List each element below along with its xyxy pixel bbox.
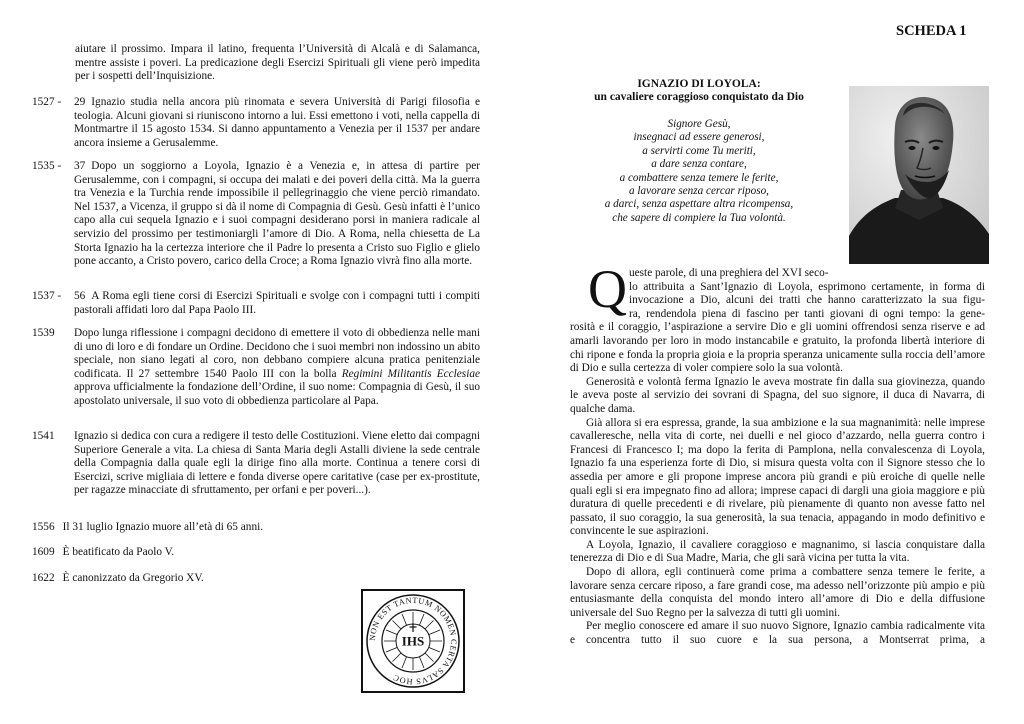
entry-year: 1527 -: [32, 96, 62, 108]
prayer-line: Signore Gesù,: [667, 118, 731, 130]
entry-age: 56: [74, 290, 86, 302]
entry-text: Ignazio studia nella ancora più rinomata e severa Università di Parigi filosofia e teologia. Alcuni giovani si riuniscono intorno a lui. Essi emettono i voti, nella cappella di Montmartre il 15 agosto 1534. Si danno appuntamento a Venezia per il 1537 per andare ancora insieme a Gerusalemme.: [74, 96, 480, 149]
prayer-line: a dare senza contare,: [651, 158, 747, 171]
chrono-entry-1556: [32, 521, 263, 535]
entry-age: 37: [74, 160, 86, 172]
entry-age: 29: [74, 96, 86, 108]
prayer-line: che sapere di compiere la Tua volontà.: [612, 211, 786, 224]
article-paragraph: Per meglio conoscere ed amare il suo nuovo Signore, Ignazio cambia radicalmente vita e concentra tutto il suo cuore e la sua persona, a Montserrat prima, a: [570, 620, 985, 647]
ihs-seal-icon: [363, 591, 463, 691]
entry-year: 1539: [32, 327, 55, 339]
entry-body: [74, 290, 480, 317]
prayer-line: a lavorare senza cercar riposo,: [629, 185, 769, 198]
entry-text: A Roma egli tiene corsi di Esercizi Spirituali e svolge con i compagni tutti i compiti pastorali affidati loro dal Papa Paolo III.: [74, 290, 480, 316]
chrono-entry-1622: [32, 572, 204, 586]
dropcap-line: ra, rendendola piena di fascino per tanti giovani di ogni tempo: la gene-: [629, 307, 985, 320]
prayer-line: a servirti come Tu meriti,: [642, 144, 756, 157]
intro-paragraph: aiutare il prossimo. Impara il latino, frequenta l’Università di Alcalà e di Salamanca, mentre assiste i poveri. La predicazione degli Esercizi Spirituali gli viene però impedita per i sospetti dell’Inquisizione.: [75, 43, 480, 83]
entry-year: 1541: [32, 430, 55, 442]
article-paragraph: Dopo di allora, egli continuerà come prima a combattere senza temere le ferite, a lavorare senza cercare riposo, a fare grandi cose, ma adesso nell’orizzonte più ampio e più entusiasmante della conquista del mondo intero all’amore di Dio e della diffusione universale del Suo Regno per la salvezza di tutti gli uomini.: [570, 566, 985, 619]
entry-text: Il 31 luglio Ignazio muore all’età di 65 anni.: [62, 521, 264, 533]
article-subtitle: un cavaliere coraggioso conquistato da Dio: [594, 91, 804, 103]
entry-year: 1609: [32, 546, 55, 558]
entry-text: Dopo un soggiorno a Loyola, Ignazio è a Venezia e, in attesa di partire per Gerusalemme, con i compagni, si occupa dei malati e dei poveri della città. Ma la guerra tra Venezia e la Turchia rende impossibile il pellegrinaggio che viene perciò rimandato. Nel 1537, a Vicenza, il gruppo si dà il nome di Compagnia di Gesù. Gesù infatti è l’unico capo alla cui sequela Ignazio e i suoi compagni desiderano porsi in maniera radicale al servizio del prossimo per testimoniargli l’amore di Dio. A Roma, nella chiesetta de La Storta Ignazio ha la certezza interiore che il Padre lo presenta a Cristo suo Figlio e glielo pone accanto, a Cristo povero, carico della Croce; a Roma Ignazio vivrà fino alla morte.: [74, 160, 480, 268]
entry-body: [74, 96, 480, 150]
article-title: IGNAZIO DI LOYOLA:: [637, 78, 761, 90]
entry-text-end: approva ufficialmente la fondazione dell’Ordine, il suo nome: Compagnia di Gesù, il suo apostolato universale, il suo voto di obbedienza particolare al Papa.: [74, 381, 480, 407]
bull-title: Regimini Militantis Ecclesiae: [341, 367, 480, 380]
ignatius-portrait-image: [849, 86, 989, 264]
article-paragraph: rosità e il coraggio, l’aspirazione a servire Dio e gli uomini offrendosi senza riserve e ad amarli lavorando per loro in modo instancabile e gratuito, la profonda libertà interiore di chi ripone e fonda la propria gioia e la propria speranza unicamente sulla roccia dell’amore di Dio e sulla certezza di voler compiere solo la sua volontà.: [570, 321, 985, 375]
prayer-line: insegnaci ad essere generosi,: [633, 131, 765, 144]
article-paragraph: Generosità e volontà ferma Ignazio le aveva mostrate fin dalla sua giovinezza, quando le aveva poste al servizio dei sovrani di Spagna, del suo signore, il duca di Navarra, di qualche dama.: [570, 375, 985, 415]
scheda-label: SCHEDA 1: [896, 23, 967, 39]
entry-year: 1537 -: [32, 290, 62, 302]
dropcap-line: invocazione a Dio, alcuni dei tratti che hanno caratterizzato la sua figu-: [629, 294, 985, 307]
portrait-icon: [849, 86, 989, 264]
seal-motto: NON EST TANTUM NOMEN CERTA SALVS HOC: [367, 595, 459, 687]
article-paragraph: Già allora si era espressa, grande, la sua ambizione e la sua magnanimità: nelle imprese cavalleresche, nella vita di corte, nei duelli e nel gioco d’azzardo, nella guerra contro i Francesi di Francesco I; ma dopo la ferita di Pamplona, nella convalescenza di Loyola, Ignazio fa una esperienza forte di Dio, si misura questa volta con il Signore stesso che lo assedia per amore e gli propone imprese ancora più grandi e più eroiche di quelle nelle quali egli si era impegnato fino ad allora; imprese capaci di dargli una gioia maggiore e più duratura di quelle precedenti e di rivelare, più pienamente di quanto non avesse fatto nel passato, il suo coraggio, la sua generosità, la sua tenacia, appagando in modo definitivo e convincente le sue aspirazioni.: [570, 416, 985, 538]
chrono-entry-1609: [32, 546, 174, 560]
entry-text: È canonizzato da Gregorio XV.: [62, 572, 204, 584]
entry-text: È beatificato da Paolo V.: [62, 546, 175, 558]
entry-body: [74, 327, 480, 409]
seal-monogram: IHS: [401, 633, 425, 649]
article-body: [570, 267, 985, 648]
entry-text: Dopo lunga riflessione i compagni decidono di emettere il voto di obbedienza nelle mani di uno di loro e di fondare un Ordine. Decidono che i suoi membri non indossino un abito speciale, non siano legati al coro, non debbano compiere alcuna pratica penitenziale codificata. Il 27 settembre 1540 Paolo III con la bolla: [74, 327, 480, 380]
drop-cap: Q: [588, 259, 627, 319]
prayer-line: a combattere senza temere le ferite,: [619, 171, 779, 184]
entry-year: 1535 -: [32, 160, 62, 172]
entry-year: 1622: [32, 572, 55, 584]
dropcap-line: ueste parole, di una preghiera del XVI seco-: [629, 267, 829, 279]
entry-body: [74, 160, 480, 269]
dropcap-line: lo attribuita a Sant’Ignazio di Loyola, esprimono certamente, in forma di: [629, 280, 985, 293]
jesuit-seal-image: [361, 589, 465, 693]
article-paragraph: A Loyola, Ignazio, il cavaliere coraggioso e magnanimo, si lascia conquistare dalla tenerezza di Dio e di Sua Madre, Maria, che gli sarà vicina per tutta la vita.: [570, 538, 985, 565]
entry-year: 1556: [32, 521, 55, 533]
prayer-verse: [575, 118, 823, 225]
prayer-line: a darci, senza aspettare altra ricompensa,: [604, 198, 794, 211]
entry-body: [74, 430, 480, 498]
entry-text: Ignazio si dedica con cura a redigere il testo delle Costituzioni. Viene eletto dai compagni Superiore Generale a vita. La chiesa di Santa Maria degli Astalli diviene la sede centrale della Compagnia dalla quale egli la dirige fino alla morte. Continua a tenere corsi di Esercizi, scrive migliaia di lettere e fonda diverse opere caritative (case per ex-prostitute, per ragazze minacciate di sfruttamento, per orfani e per poveri...).: [74, 430, 480, 497]
